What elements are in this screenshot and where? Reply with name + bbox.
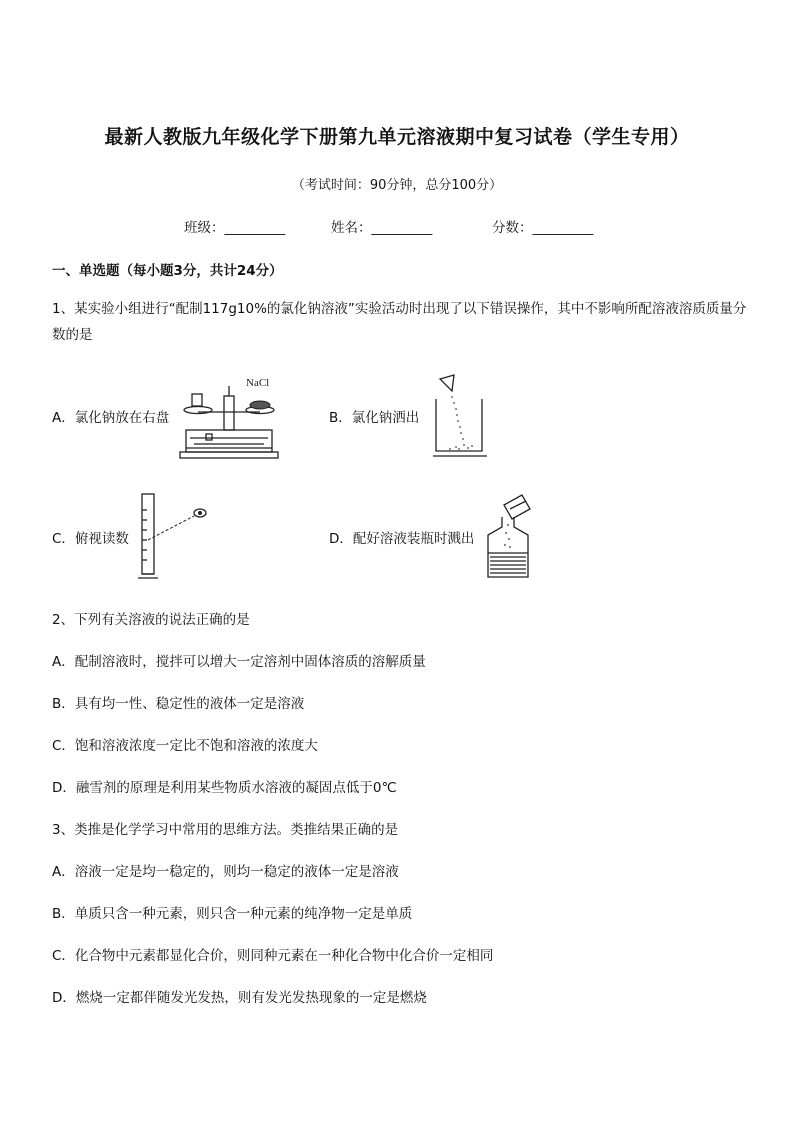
beaker-spill-figure: [430, 373, 490, 461]
cylinder-reading-figure: [136, 492, 216, 582]
class-field-label: 班级：_________: [184, 220, 286, 236]
q2-option-d: D．融雪剂的原理是利用某些物质水溶液的凝固点低于0℃: [52, 780, 397, 796]
balance-scale-figure: [176, 372, 286, 462]
q2-option-b: B．具有均一性、稳定性的液体一定是溶液: [52, 696, 305, 712]
q1-option-c: C．俯视读数: [52, 531, 129, 547]
question-2-stem: 2、下列有关溶液的说法正确的是: [52, 612, 250, 628]
q3-option-b: B．单质只含一种元素，则只含一种元素的纯净物一定是单质: [52, 906, 413, 922]
q1-option-b: B．氯化钠洒出: [329, 410, 420, 426]
q2-option-c: C．饱和溶液浓度一定比不饱和溶液的浓度大: [52, 738, 318, 754]
q3-option-a: A．溶液一定是均一稳定的，则均一稳定的液体一定是溶液: [52, 864, 399, 880]
bottle-pour-figure: [482, 491, 554, 583]
nacl-label: NaCl: [246, 377, 270, 389]
name-field-label: 姓名：_________: [331, 220, 433, 236]
q3-option-c: C．化合物中元素都显化合价，则同种元素在一种化合物中化合价一定相同: [52, 948, 494, 964]
exam-title: 最新人教版九年级化学下册第九单元溶液期中复习试卷（学生专用）: [104, 126, 690, 148]
score-field-label: 分数：_________: [492, 220, 594, 236]
q3-option-d: D．燃烧一定都伴随发光发热，则有发光发热现象的一定是燃烧: [52, 990, 427, 1006]
q2-option-a: A．配制溶液时，搅拌可以增大一定溶剂中固体溶质的溶解质量: [52, 654, 426, 670]
q1-option-a: A．氯化钠放在右盘: [52, 410, 170, 426]
q1-option-d: D．配好溶液装瓶时溅出: [329, 531, 475, 547]
section-heading: 一、单选题（每小题3分，共计24分）: [52, 263, 283, 279]
question-3-stem: 3、类推是化学学习中常用的思维方法。类推结果正确的是: [52, 822, 399, 838]
question-1-stem: 1、某实验小组进行“配制117g10%的氯化钠溶液”实验活动时出现了以下错误操作，其中不影响所配溶液溶质质量分数的是: [52, 301, 747, 343]
exam-subtitle: （考试时间：90分钟，总分100分）: [291, 178, 503, 193]
